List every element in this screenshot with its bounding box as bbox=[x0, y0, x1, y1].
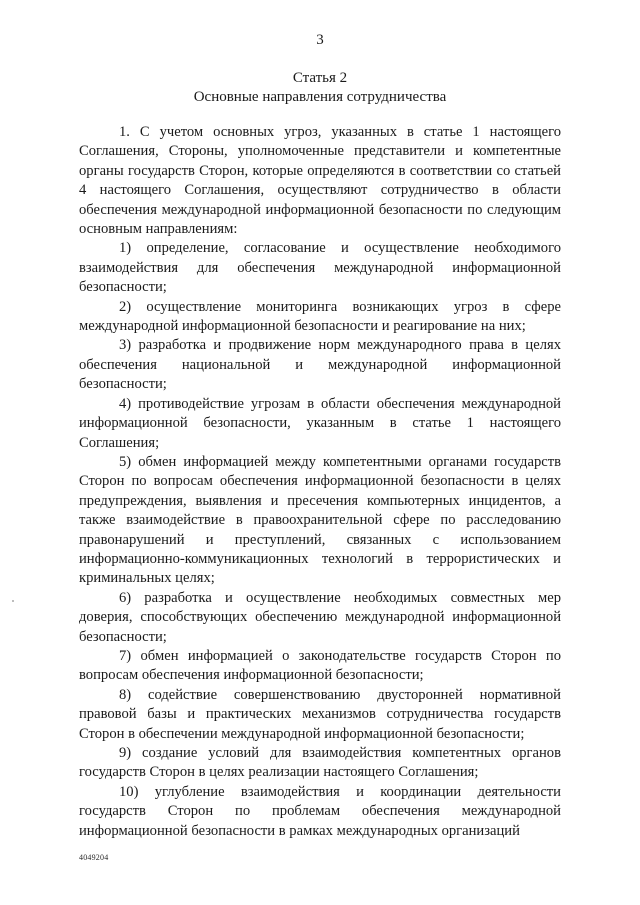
article-body bbox=[79, 123, 561, 841]
list-item: 3) разработка и продвижение норм международного права в целях обеспечения национальной и международной информационной безопасности; bbox=[79, 337, 561, 393]
article-title: Основные направления сотрудничества bbox=[193, 89, 447, 105]
list-item: 9) создание условий для взаимодействия компетентных органов государств Сторон в целях реализации настоящего Соглашения; bbox=[79, 745, 561, 781]
list-item: 8) содействие совершенствованию двусторонней нормативной правовой базы и практических механизмов сотрудничества государств Сторон в обеспечении международной информационной безопасности; bbox=[79, 686, 561, 742]
list-item: 10) углубление взаимодействия и координации деятельности государств Сторон по проблемам обеспечения международной информационной безопасности в рамках международных организаций bbox=[79, 783, 561, 839]
document-code: 4049204 bbox=[79, 853, 109, 862]
article-paragraph: 1. С учетом основных угроз, указанных в статье 1 настоящего Соглашения, Стороны, уполномоченные представители и компетентные органы государств Сторон, которые определяются в соответствии со статьей 4 настоящего Соглашения, осуществляют сотрудничество в области обеспечения международной информационной безопасности по следующим основным направлениям: bbox=[79, 124, 561, 238]
list-item: 6) разработка и осуществление необходимых совместных мер доверия, способствующих обеспечению международной информационной безопасности; bbox=[79, 589, 561, 645]
list-item: 7) обмен информацией о законодательстве государств Сторон по вопросам обеспечения информационной безопасности; bbox=[79, 647, 561, 684]
article-number: Статья 2 bbox=[292, 70, 348, 86]
article-heading bbox=[0, 69, 640, 107]
scan-speck bbox=[12, 600, 14, 602]
list-item: 5) обмен информацией между компетентными органами государств Сторон по вопросам обеспечения информационной безопасности в целях предупреждения, выявления и пресечения компьютерных инцидентов, а также взаимодействие в правоохранительной сфере по расследованию правонарушений и преступлений, связанных с использованием информационно-коммуникационных технологий в террористических и криминальных целях; bbox=[79, 453, 561, 587]
list-item: 4) противодействие угрозам в области обеспечения международной информационной безопасности, указанным в статье 1 настоящего Соглашения; bbox=[79, 395, 561, 451]
list-item: 1) определение, согласование и осуществление необходимого взаимодействия для обеспечения международной информационной безопасности; bbox=[79, 240, 561, 296]
page-number: 3 bbox=[316, 32, 324, 48]
list-item: 2) осуществление мониторинга возникающих угроз в сфере международной информационной безопасности и реагирование на них; bbox=[79, 298, 561, 335]
